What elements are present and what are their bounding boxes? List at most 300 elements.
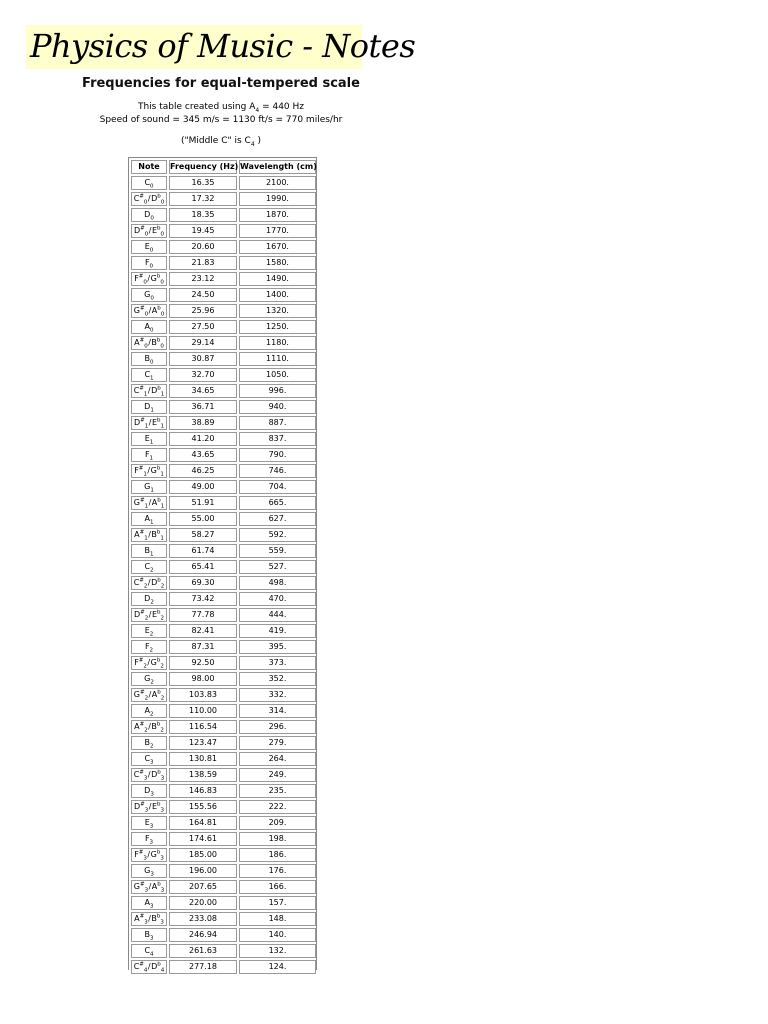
frequency-cell: 277.18 (169, 960, 237, 974)
note-separator: / (147, 962, 151, 971)
frequency-cell: 138.59 (169, 768, 237, 782)
frequency-cell: 207.65 (169, 880, 237, 894)
table-row (131, 528, 316, 542)
note-letter: B (144, 738, 150, 747)
note-octave: 0 (143, 199, 148, 206)
note-octave: 0 (150, 215, 154, 222)
frequency-cell: 29.14 (169, 336, 237, 350)
table-row (131, 688, 316, 702)
table-row (131, 944, 316, 958)
table-row (131, 960, 316, 974)
note-separator: / (148, 498, 152, 507)
sharp-accidental: # (138, 849, 144, 856)
frequency-cell: 146.83 (169, 784, 237, 798)
speed-of-sound-line: Speed of sound = 345 m/s = 1130 ft/s = 770 miles/hr (99, 115, 343, 125)
note-letter: A (134, 914, 140, 923)
wavelength-cell: 209. (239, 816, 316, 830)
wavelength-cell: 592. (239, 528, 316, 542)
table-row (131, 800, 316, 814)
note-cell (131, 384, 167, 398)
note-octave: 1 (149, 519, 154, 526)
table-row (131, 176, 316, 190)
frequency-cell: 174.61 (169, 832, 237, 846)
note-cell (131, 592, 167, 606)
wavelength-cell: 1050. (239, 368, 316, 382)
note-cell (131, 816, 167, 830)
note-separator: / (148, 802, 152, 811)
table-row (131, 512, 316, 526)
note-separator: / (147, 658, 151, 667)
frequency-cell: 73.42 (169, 592, 237, 606)
wavelength-cell: 559. (239, 544, 316, 558)
note-octave: 4 (150, 951, 154, 958)
frequency-cell: 58.27 (169, 528, 237, 542)
note-cell (131, 208, 167, 222)
wavelength-cell: 2100. (239, 176, 316, 190)
wavelength-cell: 1110. (239, 352, 316, 366)
note-octave: 0 (144, 231, 149, 238)
frequency-cell: 65.41 (169, 560, 237, 574)
note-letter: E (144, 626, 150, 635)
note-octave: 2 (160, 695, 165, 702)
table-row (131, 384, 316, 398)
note-letter: E (144, 434, 150, 443)
frequency-cell: 261.63 (169, 944, 237, 958)
note-octave: 3 (150, 935, 154, 942)
flat-accidental: b (157, 225, 161, 232)
note-cell (131, 352, 167, 366)
flat-accidental: b (157, 801, 161, 808)
table-row (131, 880, 316, 894)
note-octave: 3 (160, 775, 165, 782)
table-row (131, 368, 316, 382)
sharp-accidental: # (139, 577, 144, 584)
flat-accidental: b (157, 881, 161, 888)
note-octave: 1 (143, 391, 148, 398)
note-octave: 0 (144, 343, 148, 350)
note-cell (131, 784, 167, 798)
wavelength-cell: 1670. (239, 240, 316, 254)
wavelength-cell: 1580. (239, 256, 316, 270)
frequency-cell: 55.00 (169, 512, 237, 526)
wavelength-cell: 746. (239, 464, 316, 478)
note-cell (131, 864, 167, 878)
title-banner (26, 25, 416, 69)
note-letter: C (144, 370, 151, 379)
reference-note-letter: A (249, 102, 256, 112)
note-letter: D (133, 418, 141, 427)
flat-accidental: b (157, 417, 161, 424)
table-row (131, 480, 316, 494)
note-letter: G (133, 882, 140, 891)
wavelength-cell: 790. (239, 448, 316, 462)
note-letter: B (151, 914, 157, 923)
note-separator: / (147, 850, 151, 859)
note-letter: C (133, 770, 140, 779)
note-letter: G (150, 466, 157, 475)
table-row (131, 704, 316, 718)
note-cell (131, 256, 167, 270)
note-letter: E (151, 226, 158, 235)
wavelength-cell: 166. (239, 880, 316, 894)
wavelength-cell: 887. (239, 416, 316, 430)
table-row (131, 784, 316, 798)
frequency-cell: 20.60 (169, 240, 237, 254)
middle-c-note (0, 135, 442, 151)
note-cell (131, 800, 167, 814)
note-cell (131, 176, 167, 190)
frequency-cell: 18.35 (169, 208, 237, 222)
frequency-cell: 30.87 (169, 352, 237, 366)
frequency-table-container (128, 157, 317, 974)
note-octave: 3 (160, 919, 164, 926)
note-cell (131, 512, 167, 526)
flat-accidental: b (157, 305, 161, 312)
header-note: Note (131, 160, 167, 174)
note-cell (131, 912, 167, 926)
note-octave: 2 (144, 695, 149, 702)
note-separator: / (148, 418, 152, 427)
frequency-cell: 34.65 (169, 384, 237, 398)
note-octave: 2 (160, 727, 164, 734)
note-letter: F (134, 274, 139, 283)
middle-c-prefix: ("Middle C" is (180, 136, 245, 146)
note-separator: / (147, 194, 151, 203)
wavelength-cell: 132. (239, 944, 316, 958)
header-frequency: Frequency (Hz) (169, 160, 237, 174)
frequency-cell: 21.83 (169, 256, 237, 270)
wavelength-cell: 444. (239, 608, 316, 622)
frequency-cell: 164.81 (169, 816, 237, 830)
wavelength-cell: 419. (239, 624, 316, 638)
wavelength-cell: 332. (239, 688, 316, 702)
note-letter: A (134, 530, 140, 539)
note-cell (131, 528, 167, 542)
note-letter: C (144, 946, 151, 955)
wavelength-cell: 627. (239, 512, 316, 526)
note-cell (131, 496, 167, 510)
note-cell (131, 416, 167, 430)
sharp-accidental: # (139, 961, 144, 968)
wavelength-cell: 264. (239, 752, 316, 766)
note-cell (131, 288, 167, 302)
note-octave: 0 (160, 231, 165, 238)
frequency-cell: 98.00 (169, 672, 237, 686)
note-octave: 2 (150, 679, 154, 686)
note-letter: B (151, 338, 157, 347)
note-cell (131, 576, 167, 590)
wavelength-cell: 1870. (239, 208, 316, 222)
note-octave: 2 (144, 727, 148, 734)
frequency-cell: 69.30 (169, 576, 237, 590)
note-octave: 1 (144, 423, 149, 430)
table-row (131, 432, 316, 446)
table-row (131, 752, 316, 766)
sharp-accidental: # (138, 273, 144, 280)
middle-c-letter: C (244, 136, 251, 146)
note-letter: C (133, 194, 140, 203)
table-header-row (131, 160, 316, 174)
note-octave: 0 (160, 279, 164, 286)
note-letter: F (134, 658, 139, 667)
note-octave: 3 (160, 807, 165, 814)
flat-accidental: b (157, 769, 161, 776)
note-letter: C (133, 578, 140, 587)
table-row (131, 848, 316, 862)
note-cell (131, 560, 167, 574)
note-octave: 1 (160, 535, 164, 542)
note-letter: F (144, 450, 150, 459)
frequency-cell: 24.50 (169, 288, 237, 302)
table-row (131, 288, 316, 302)
table-row (131, 320, 316, 334)
frequency-cell: 246.94 (169, 928, 237, 942)
note-cell (131, 944, 167, 958)
frequency-cell: 233.08 (169, 912, 237, 926)
wavelength-cell: 1770. (239, 224, 316, 238)
note-cell (131, 768, 167, 782)
note-octave: 1 (160, 503, 165, 510)
note-letter: B (151, 530, 157, 539)
table-row (131, 352, 316, 366)
note-octave: 0 (144, 311, 149, 318)
table-row (131, 256, 316, 270)
table-row (131, 720, 316, 734)
note-octave: 0 (160, 199, 165, 206)
wavelength-cell: 314. (239, 704, 316, 718)
frequency-cell: 16.35 (169, 176, 237, 190)
note-letter: D (133, 802, 141, 811)
table-row (131, 496, 316, 510)
sharp-accidental: # (139, 193, 144, 200)
note-octave: 0 (149, 263, 154, 270)
flat-accidental: b (156, 465, 161, 472)
note-octave: 3 (143, 855, 147, 862)
note-octave: 0 (150, 295, 154, 302)
note-letter: D (144, 210, 151, 219)
wavelength-cell: 1400. (239, 288, 316, 302)
flat-accidental: b (156, 849, 161, 856)
note-cell (131, 624, 167, 638)
flat-accidental: b (156, 721, 161, 728)
wavelength-cell: 198. (239, 832, 316, 846)
note-letter: F (144, 258, 150, 267)
note-letter: F (144, 834, 150, 843)
flat-accidental: b (157, 497, 161, 504)
wavelength-cell: 186. (239, 848, 316, 862)
note-cell (131, 464, 167, 478)
wavelength-cell: 249. (239, 768, 316, 782)
wavelength-cell: 498. (239, 576, 316, 590)
note-cell (131, 368, 167, 382)
wavelength-cell: 222. (239, 800, 316, 814)
note-letter: D (133, 226, 141, 235)
note-cell (131, 240, 167, 254)
note-letter: G (144, 674, 151, 683)
note-cell (131, 656, 167, 670)
frequency-cell: 17.32 (169, 192, 237, 206)
frequency-cell: 220.00 (169, 896, 237, 910)
frequency-cell: 41.20 (169, 432, 237, 446)
note-octave: 3 (160, 855, 164, 862)
note-octave: 1 (150, 375, 154, 382)
note-octave: 2 (150, 743, 154, 750)
note-letter: A (134, 722, 140, 731)
note-octave: 2 (149, 631, 154, 638)
frequency-cell: 49.00 (169, 480, 237, 494)
note-letter: C (144, 754, 151, 763)
note-cell (131, 336, 167, 350)
table-row (131, 544, 316, 558)
note-octave: 2 (143, 583, 148, 590)
flat-accidental: b (157, 609, 161, 616)
note-letter: G (150, 850, 157, 859)
wavelength-cell: 373. (239, 656, 316, 670)
wavelength-cell: 837. (239, 432, 316, 446)
sharp-accidental: # (139, 913, 145, 920)
wavelength-cell: 470. (239, 592, 316, 606)
note-octave: 2 (150, 567, 154, 574)
table-row (131, 592, 316, 606)
wavelength-cell: 235. (239, 784, 316, 798)
note-cell (131, 432, 167, 446)
note-letter: G (133, 690, 140, 699)
wavelength-cell: 1490. (239, 272, 316, 286)
table-row (131, 240, 316, 254)
wavelength-cell: 1180. (239, 336, 316, 350)
note-octave: 0 (150, 359, 154, 366)
sharp-accidental: # (139, 881, 145, 888)
table-row (131, 464, 316, 478)
note-cell (131, 400, 167, 414)
table-row (131, 928, 316, 942)
table-row (131, 912, 316, 926)
note-letter: D (144, 402, 151, 411)
note-octave: 3 (150, 871, 154, 878)
note-octave: 0 (149, 247, 154, 254)
note-separator: / (147, 578, 151, 587)
table-row (131, 768, 316, 782)
note-separator: / (148, 530, 151, 539)
flat-accidental: b (157, 577, 161, 584)
note-cell (131, 720, 167, 734)
wavelength-cell: 148. (239, 912, 316, 926)
table-row (131, 272, 316, 286)
frequency-cell: 19.45 (169, 224, 237, 238)
flat-accidental: b (156, 657, 161, 664)
frequency-cell: 103.83 (169, 688, 237, 702)
note-letter: F (144, 642, 150, 651)
note-octave: 3 (144, 887, 149, 894)
flat-accidental: b (157, 385, 161, 392)
frequency-cell: 23.12 (169, 272, 237, 286)
table-row (131, 816, 316, 830)
note-cell (131, 640, 167, 654)
wavelength-cell: 1990. (239, 192, 316, 206)
table-row (131, 448, 316, 462)
flat-accidental: b (156, 273, 161, 280)
sharp-accidental: # (139, 769, 144, 776)
table-row (131, 224, 316, 238)
note-letter: B (151, 722, 157, 731)
note-octave: 4 (143, 967, 148, 974)
note-octave: 1 (150, 487, 154, 494)
note-letter: F (134, 466, 139, 475)
frequency-cell: 92.50 (169, 656, 237, 670)
note-letter: C (144, 562, 151, 571)
note-octave: 3 (143, 775, 148, 782)
flat-accidental: b (156, 337, 161, 344)
sharp-accidental: # (140, 609, 145, 616)
note-letter: G (133, 306, 140, 315)
note-octave: 1 (149, 439, 154, 446)
frequency-cell: 87.31 (169, 640, 237, 654)
note-letter: E (151, 802, 158, 811)
note-letter: D (151, 578, 158, 587)
flat-accidental: b (156, 529, 161, 536)
note-cell (131, 896, 167, 910)
flat-accidental: b (157, 193, 161, 200)
note-separator: / (148, 914, 151, 923)
note-letter: E (144, 818, 150, 827)
frequency-cell: 46.25 (169, 464, 237, 478)
note-cell (131, 688, 167, 702)
frequency-cell: 61.74 (169, 544, 237, 558)
note-letter: D (151, 770, 158, 779)
note-octave: 0 (150, 183, 154, 190)
table-row (131, 336, 316, 350)
note-cell (131, 448, 167, 462)
table-row (131, 896, 316, 910)
reference-pitch-suffix: = 440 Hz (259, 102, 305, 112)
table-row (131, 400, 316, 414)
note-octave: 2 (160, 663, 164, 670)
wavelength-cell: 124. (239, 960, 316, 974)
note-octave: 3 (150, 791, 154, 798)
note-letter: E (151, 418, 158, 427)
frequency-cell: 77.78 (169, 608, 237, 622)
note-separator: / (148, 722, 151, 731)
note-letter: C (133, 962, 140, 971)
sharp-accidental: # (139, 721, 145, 728)
note-octave: 3 (160, 887, 165, 894)
note-cell (131, 544, 167, 558)
note-separator: / (147, 466, 151, 475)
middle-c-suffix: ) (254, 136, 262, 146)
note-letter: A (151, 306, 158, 315)
note-octave: 0 (143, 279, 147, 286)
note-octave: 2 (144, 615, 149, 622)
wavelength-cell: 996. (239, 384, 316, 398)
note-cell (131, 832, 167, 846)
frequency-cell: 36.71 (169, 400, 237, 414)
table-row (131, 672, 316, 686)
frequency-cell: 32.70 (169, 368, 237, 382)
note-letter: G (150, 658, 157, 667)
note-cell (131, 272, 167, 286)
frequency-cell: 38.89 (169, 416, 237, 430)
frequency-cell: 27.50 (169, 320, 237, 334)
table-row (131, 832, 316, 846)
note-octave: 2 (149, 711, 154, 718)
wavelength-cell: 395. (239, 640, 316, 654)
wavelength-cell: 527. (239, 560, 316, 574)
frequency-cell: 155.56 (169, 800, 237, 814)
note-cell (131, 672, 167, 686)
note-letter: E (144, 242, 150, 251)
note-letter: C (133, 386, 140, 395)
note-octave: 3 (144, 807, 149, 814)
